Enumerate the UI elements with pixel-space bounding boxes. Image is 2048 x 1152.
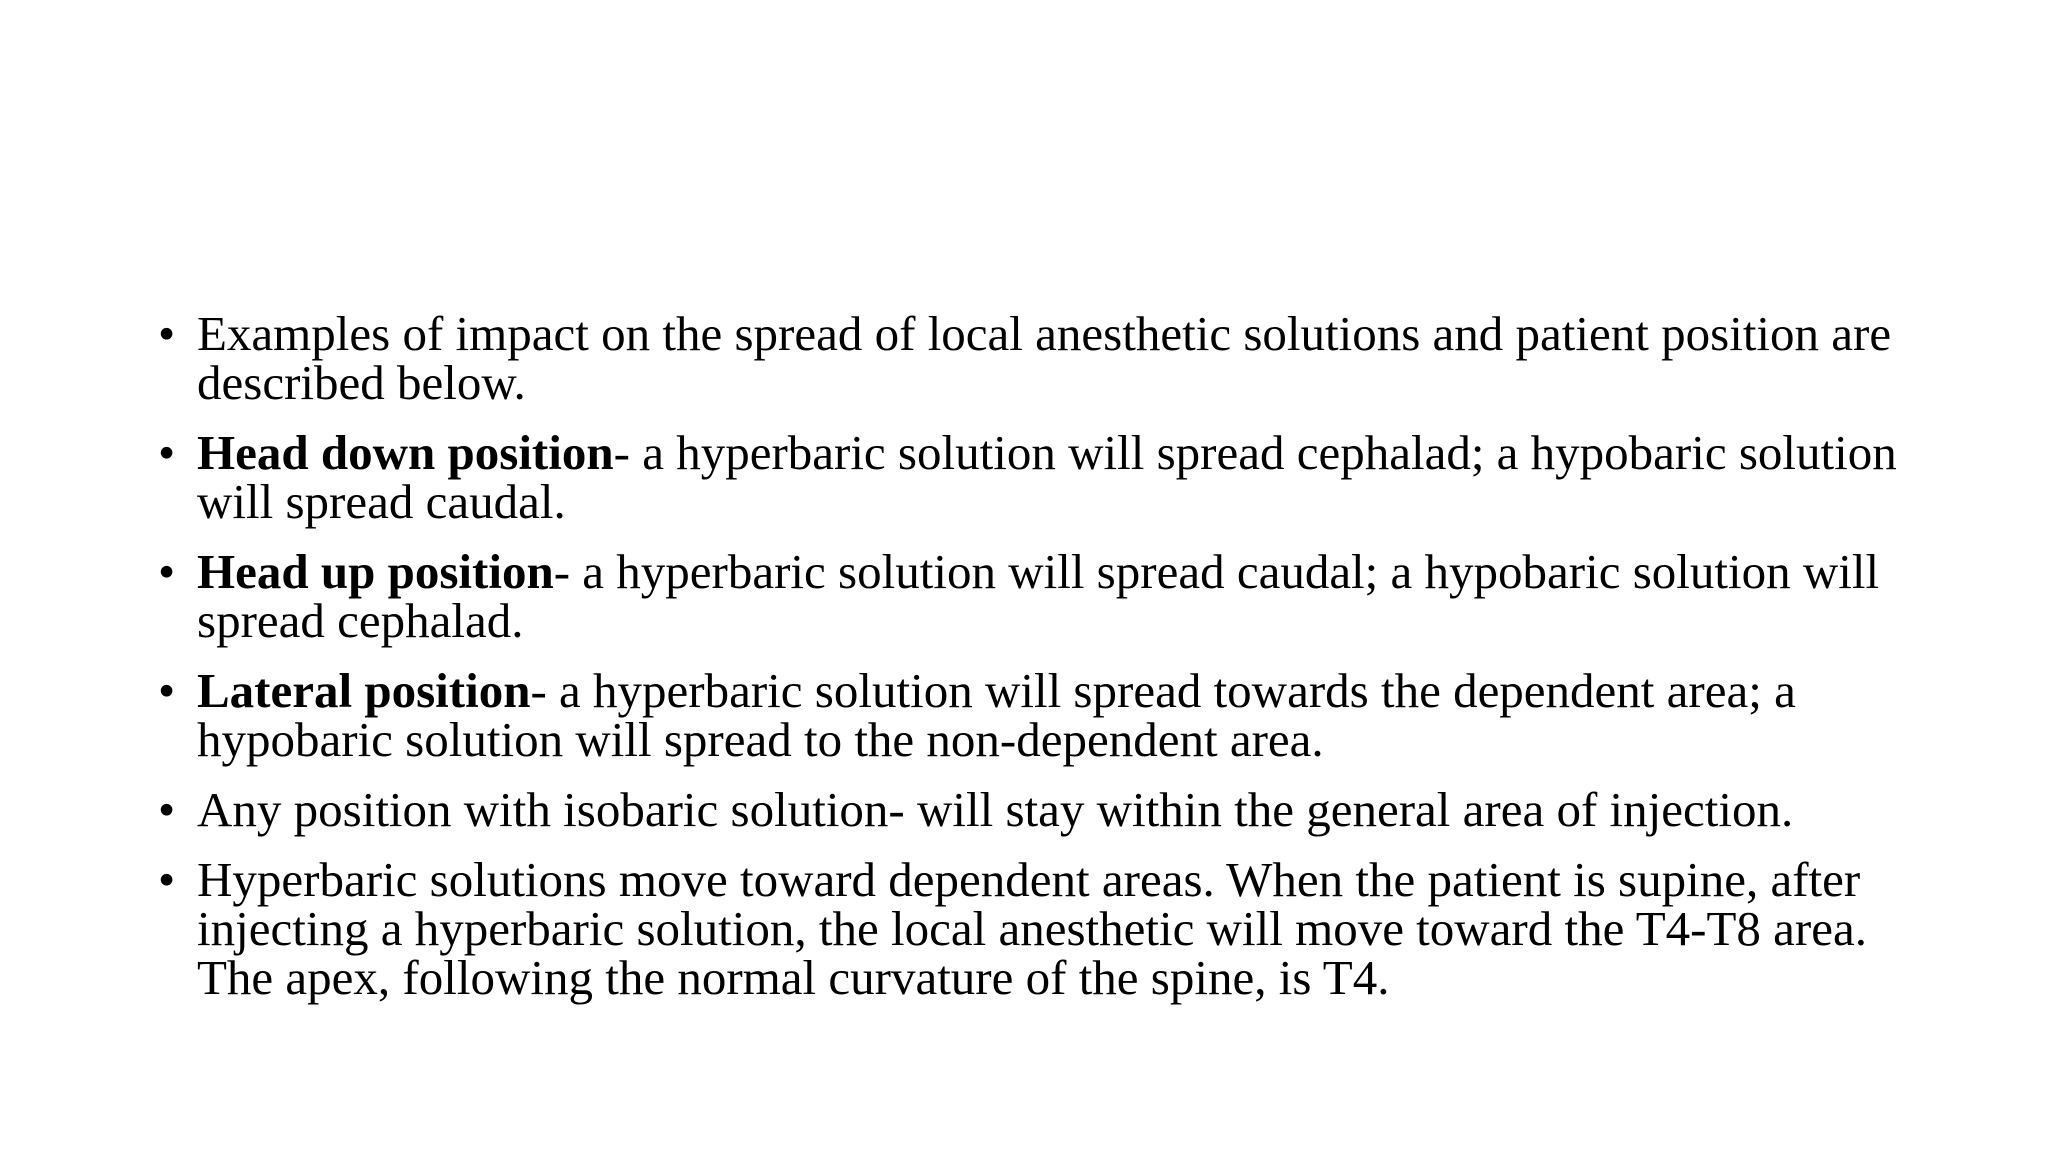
list-item <box>158 782 1918 837</box>
bullet-icon: • <box>158 852 176 907</box>
bullet-icon: • <box>158 425 176 480</box>
bullet-text: - a hyperbaric solution will spread cephalad; a hypobaric solution will spread caudal. <box>197 425 1897 529</box>
list-item <box>158 425 1918 529</box>
list-item <box>158 852 1918 1005</box>
bullet-icon: • <box>158 544 176 599</box>
bullet-text: Examples of impact on the spread of local anesthetic solutions and patient position are described below. <box>197 306 1892 410</box>
list-item <box>158 306 1918 410</box>
bullet-text: Hyperbaric solutions move toward dependent areas. When the patient is supine, after injecting a hyperbaric solution, the local anesthetic will move toward the T4-T8 area. The apex, following the normal curvature of the spine, is T4. <box>197 852 1867 1005</box>
list-item <box>158 544 1918 648</box>
bullet-icon: • <box>158 663 176 718</box>
bullet-lead: Lateral position <box>197 663 531 718</box>
bullet-text: Any position with isobaric solution- will stay within the general area of injection. <box>197 782 1794 837</box>
list-item <box>158 663 1918 767</box>
bullet-icon: • <box>158 306 176 361</box>
bullet-list <box>158 306 1918 1023</box>
bullet-icon: • <box>158 782 176 837</box>
bullet-text: - a hyperbaric solution will spread towards the dependent area; a hypobaric solution will spread to the non-dependent area. <box>197 663 1796 767</box>
bullet-lead: Head up position <box>197 544 554 599</box>
bullet-lead: Head down position <box>197 425 614 480</box>
bullet-text: - a hyperbaric solution will spread caudal; a hypobaric solution will spread cephalad. <box>197 544 1880 648</box>
